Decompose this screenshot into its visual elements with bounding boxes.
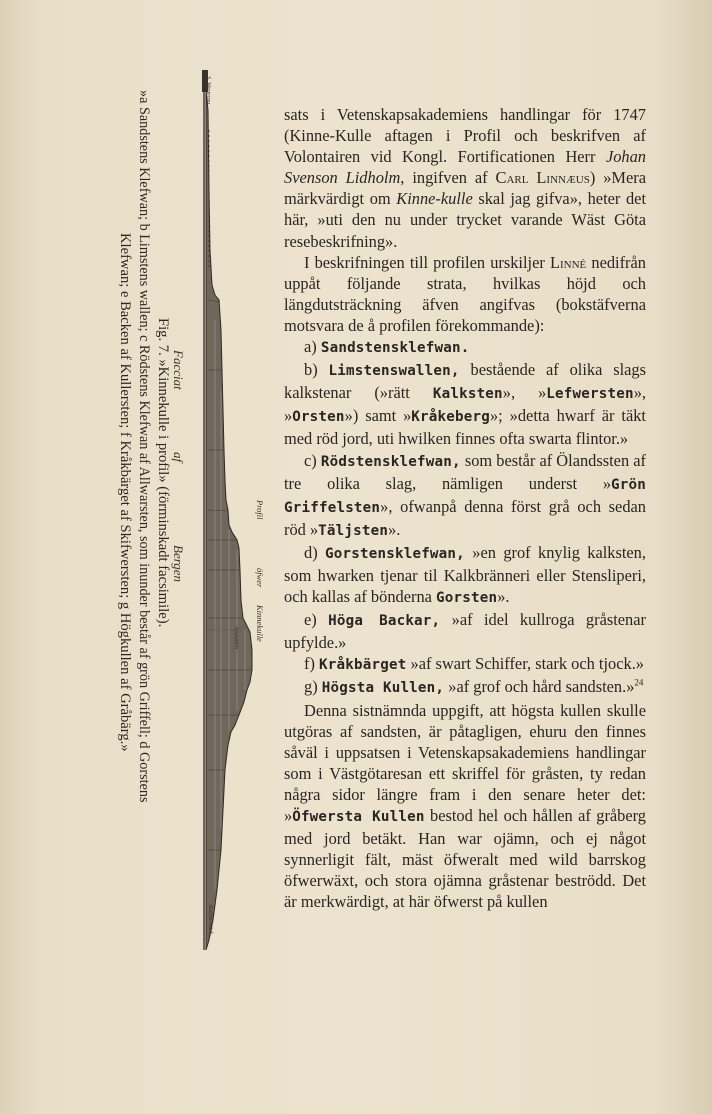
figure-caption-line-2: »a Sandstens Klefwan; b Limstens wallen; c Rödstens Klefwan af Allwarsten, som inunder består af grön Griffell; d Gorstens bbox=[136, 90, 152, 803]
figure-label-profil: Profil bbox=[255, 500, 265, 520]
main-text-column bbox=[284, 104, 646, 912]
footnote-ref[interactable]: 24 bbox=[634, 677, 644, 688]
figure-label-kinnekulle: Kinnekulle bbox=[255, 605, 265, 642]
figure-caption-line-1: Fig. 7. »Kinnekulle i profil» (förminskadt facsimile). bbox=[155, 318, 171, 628]
figure-title-word-3: Bergen bbox=[171, 545, 186, 583]
stratum-a: a) Sandstensklefwan. bbox=[304, 337, 470, 357]
stratum-b: b) Limstenswallen, bestående af olika slags kalkstenar (»rätt Kalksten», »Lefwersten», »Orsten») samt »Kråkeberg»; »detta hwarf är täkt med röd jord, uti hwilken finnes ofta swarta flintor.» bbox=[284, 360, 647, 449]
figure-label-ofwer: öfwer bbox=[255, 568, 265, 588]
paragraph-1: sats i Vetenskapsakademiens handlingar för 1747 (Kinne-Kulle aftagen i Profil och beskrifven af Volontairen vid Kongl. Fortificationen Herr Johan Svenson Lidholm, ingifven af Carl Linnæus) »Mera märkvärdigt om Kinne-kulle skal jag gifva», heter det här, »uti den nu under trycket varande Wäst Göta resebeskrifning». bbox=[284, 105, 646, 251]
stratum-c: c) Rödstensklefwan, som består af Ölandssten af tre olika slag, nämligen underst »Grön Griffelsten», ofwanpå denna först grå och sedan röd »Täljsten». bbox=[284, 450, 646, 539]
figure-title-word-2: af bbox=[171, 452, 186, 463]
figure-label-bottom: Kolfiä-märk. bbox=[207, 905, 213, 936]
figure-label-jospatten: Jospatten bbox=[233, 626, 239, 649]
figure-caption-line-3: Klefwan; e Backen af Kullersten; f Kråkbärget af Skifwersten; g Högkullen af Gråbärg.» bbox=[117, 233, 133, 752]
figure-title-word-1: Facciat bbox=[171, 350, 186, 390]
figure-label-top: S. Westerna bbox=[205, 76, 211, 105]
stratum-d: d) Gorstensklefwan, »en grof knylig kalksten, som hwarken tjenar til Kalkbränneri eller Stensliperi, och kallas af bönderna Gorsten». bbox=[284, 542, 646, 607]
stratum-e: e) Höga Backar, »af idel kullroga gråstenar upfylde.» bbox=[284, 610, 646, 653]
paragraph-3: Denna sistnämnda uppgift, att högsta kullen skulle utgöras af sandsten, är påtagligen, ehuru den finnes såväl i uppsatsen i Vetenskapsakademiens handlingar som i Västgötaresan ett skriffel för gråsten, ty redan några sidor längre fram i den senare heter det: »Öfwersta Kullen bestod hel och hållen af gråberg med jord betäkt. Han war ojämn, och ej något synnerligit fält, mäst öfweralt med wild barrskog öfwerwäxt, och stora ojämna gråstenar beströdd. Det är merkwärdigt, at här öfwerst på kullen bbox=[284, 700, 646, 912]
paragraph-2: I beskrifningen till profilen urskiljer Linné nedifrån uppåt följande strata, hvilkas höjd och längdutsträckning äfven angifvas (bokstäfverna motsvara de å profilen förekommande): bbox=[284, 252, 646, 335]
stratum-g: g) Högsta Kullen, »af grof och hård sandsten.»$^{24}$ bbox=[304, 677, 644, 697]
stratum-f: f) Kråkbärget »af swart Schiffer, stark och tjock.» bbox=[304, 654, 644, 674]
kinnekulle-profile-figure bbox=[195, 70, 265, 955]
